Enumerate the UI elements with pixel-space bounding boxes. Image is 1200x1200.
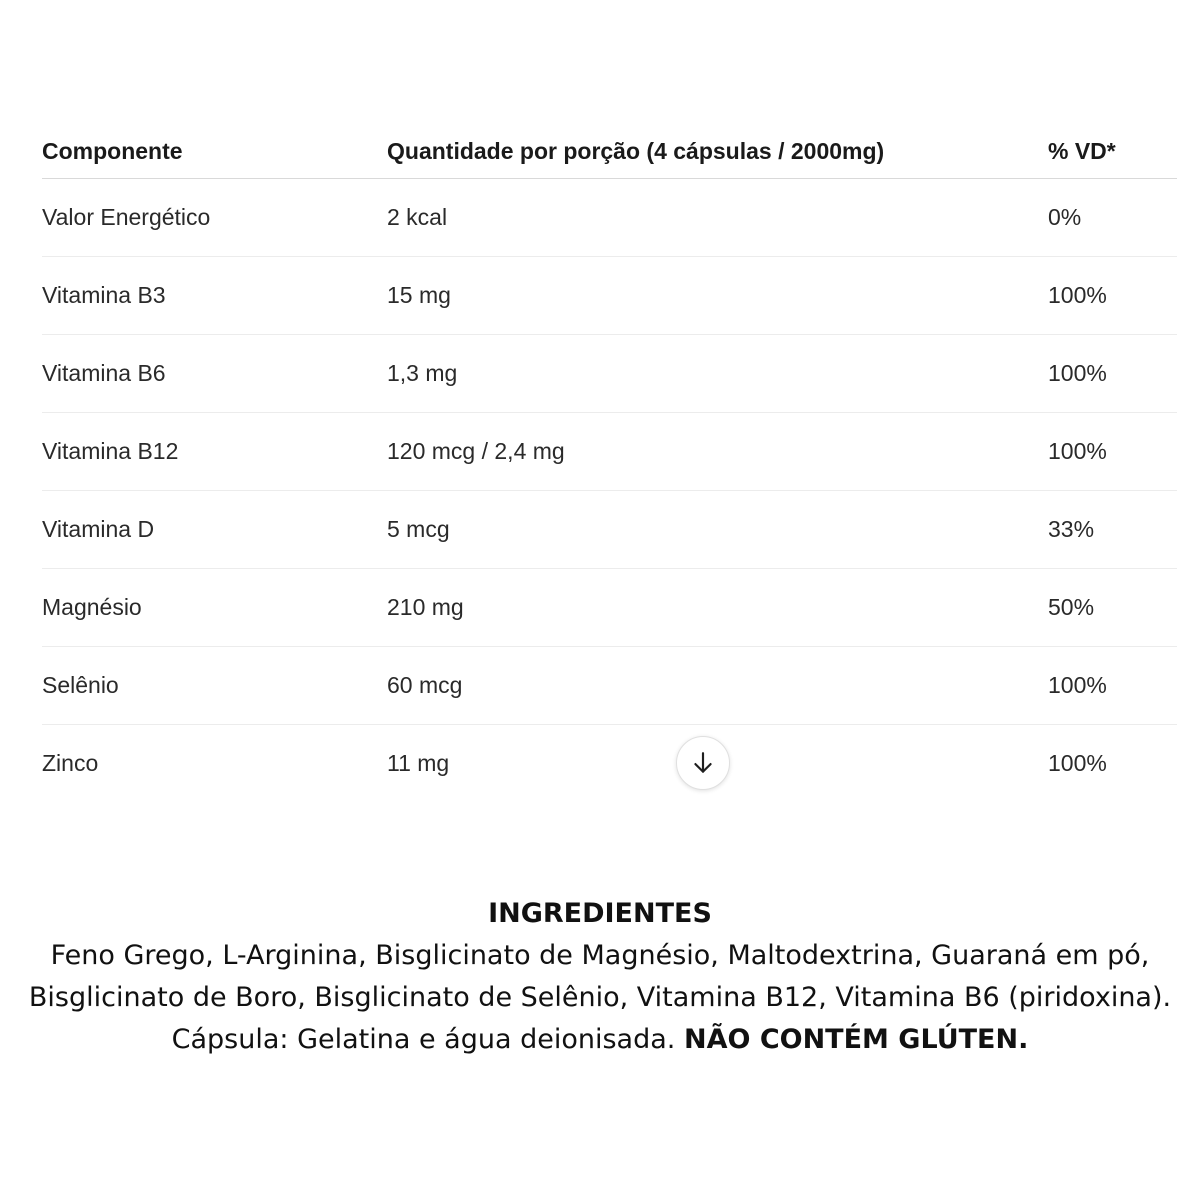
table-row (42, 725, 1177, 802)
header-vd: % VD* (1048, 137, 1116, 164)
table-header-row (42, 120, 1177, 179)
row-quantity: 1,3 mg (387, 360, 458, 386)
row-vd: 100% (1048, 360, 1107, 386)
row-quantity: 15 mg (387, 282, 451, 308)
arrow-down-icon (690, 750, 716, 776)
row-vd: 33% (1048, 516, 1095, 542)
table-row (42, 413, 1177, 491)
row-vd: 100% (1048, 750, 1107, 776)
header-quantity: Quantidade por porção (4 cápsulas / 2000mg) (387, 137, 885, 164)
row-quantity: 5 mcg (387, 516, 450, 542)
ingredients-list: Feno Grego, L-Arginina, Bisglicinato de Magnésio, Maltodextrina, Guaraná em pó, Bisglicinato de Boro, Bisglicinato de Selênio, Vitamina B12, Vitamina B6 (piridoxina). Cápsula: Gelatina e água deionisada. (28, 940, 1172, 1055)
ingredients-text (20, 935, 1180, 1061)
scroll-down-button[interactable] (676, 736, 730, 790)
row-quantity: 120 mcg / 2,4 mg (387, 438, 565, 464)
row-component: Vitamina D (42, 516, 155, 542)
row-component: Magnésio (42, 594, 142, 620)
row-vd: 100% (1048, 282, 1107, 308)
row-quantity: 60 mcg (387, 672, 463, 698)
gluten-notice: NÃO CONTÉM GLÚTEN. (683, 1024, 1029, 1055)
row-component: Valor Energético (42, 204, 211, 230)
row-vd: 50% (1048, 594, 1095, 620)
nutrition-table (42, 120, 1177, 802)
header-component: Componente (42, 137, 183, 164)
row-component: Vitamina B3 (42, 282, 166, 308)
table-row (42, 647, 1177, 725)
table-row (42, 569, 1177, 647)
ingredients-section (20, 893, 1180, 1061)
row-vd: 100% (1048, 672, 1107, 698)
row-quantity: 11 mg (387, 750, 450, 776)
row-quantity: 210 mg (387, 594, 464, 620)
row-component: Vitamina B6 (42, 360, 166, 386)
ingredients-title: INGREDIENTES (488, 898, 712, 929)
row-component: Vitamina B12 (42, 438, 179, 464)
row-vd: 0% (1048, 204, 1082, 230)
table-row (42, 179, 1177, 257)
row-component: Selênio (42, 672, 119, 698)
row-quantity: 2 kcal (387, 204, 448, 230)
table-row (42, 335, 1177, 413)
row-vd: 100% (1048, 438, 1107, 464)
table-row (42, 257, 1177, 335)
table-row (42, 491, 1177, 569)
row-component: Zinco (42, 750, 99, 776)
